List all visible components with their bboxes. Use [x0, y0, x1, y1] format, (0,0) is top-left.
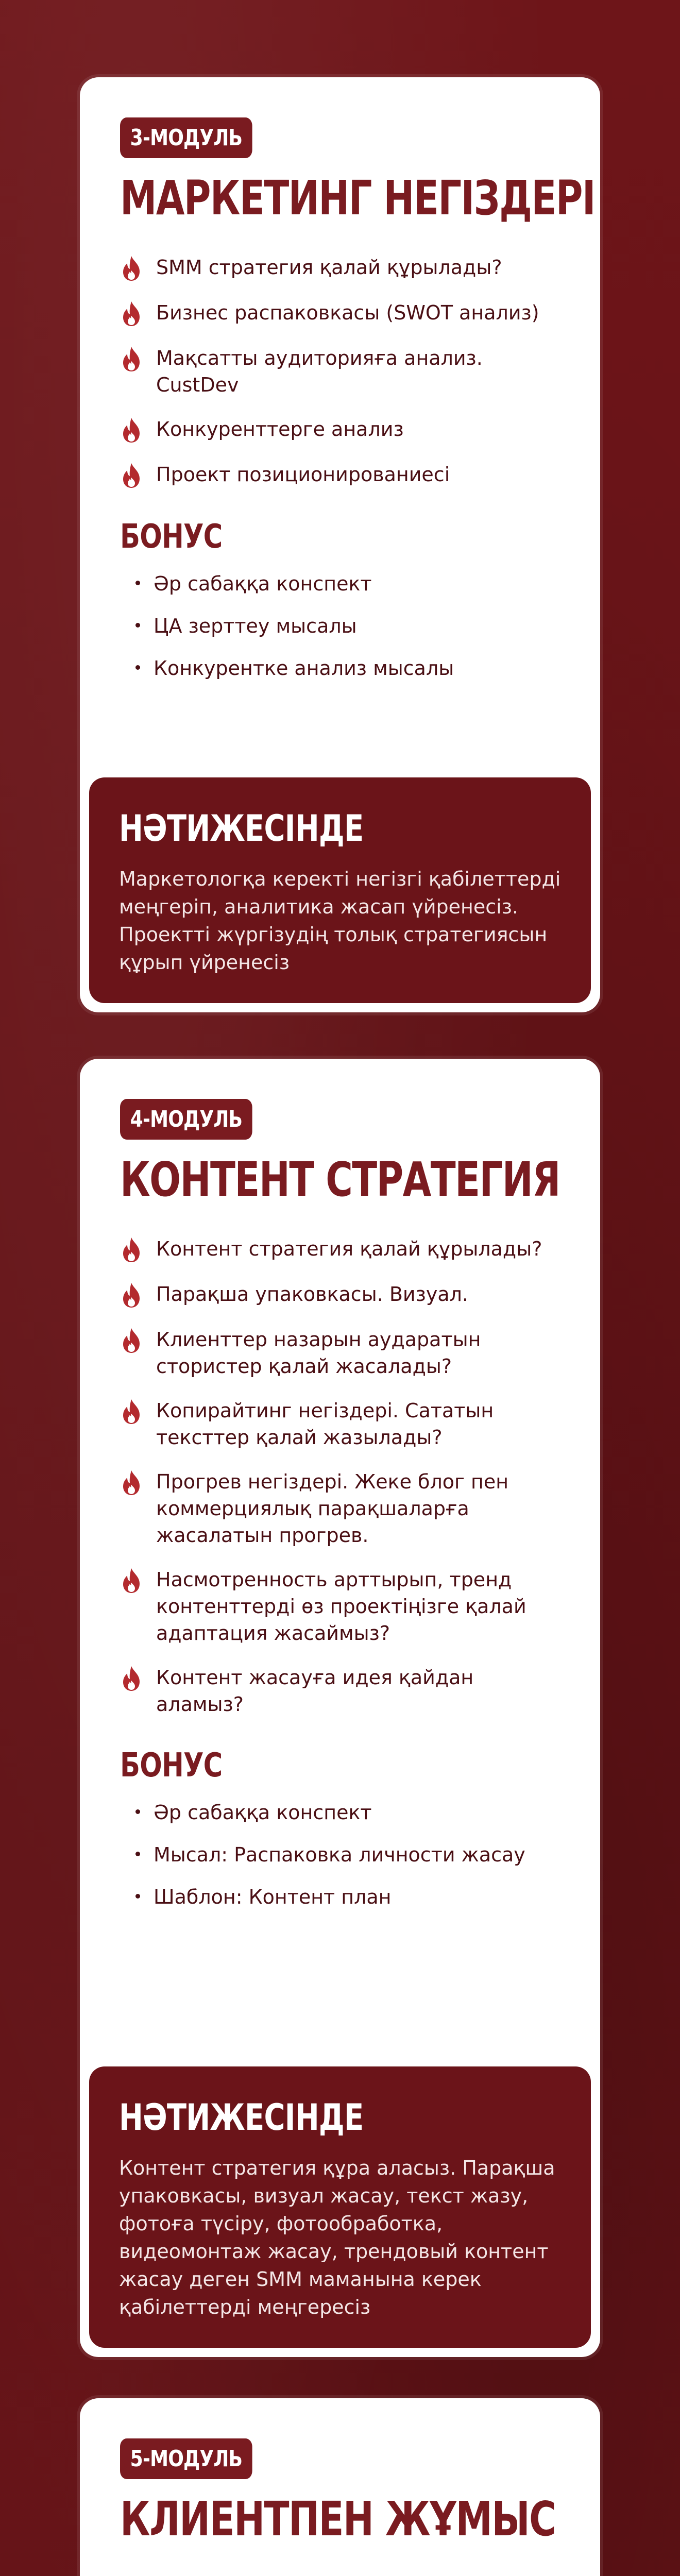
module-badge: 4-МОДУЛЬ — [120, 1099, 252, 1140]
bullet-icon — [135, 1852, 140, 1856]
topic-list — [120, 254, 560, 489]
result-panel — [89, 777, 591, 1003]
topic-text: Бизнес распаковкасы (SWOT анализ) — [156, 301, 539, 324]
list-item — [135, 613, 560, 639]
list-item — [120, 1281, 560, 1309]
fire-icon — [120, 1469, 143, 1496]
bonus-list — [135, 570, 560, 682]
topic-text: Контент жасауға идея қайдан аламыз? — [156, 1666, 474, 1716]
list-item — [135, 570, 560, 597]
list-item — [120, 461, 560, 489]
fire-icon — [120, 346, 143, 372]
module-title: МАРКЕТИНГ НЕГІЗДЕРІ — [120, 171, 596, 226]
bonus-text: Әр сабаққа конспект — [154, 1801, 372, 1824]
list-item — [120, 299, 560, 327]
module-badge: 3-МОДУЛЬ — [120, 117, 252, 158]
bonus-text: ЦА зерттеу мысалы — [154, 615, 357, 637]
bonus-text: Мысал: Распаковка личности жасау — [154, 1843, 525, 1866]
topic-text: Насмотренность арттырып, тренд контенттерді өз проектіңізге қалай адаптация жасаймыз? — [156, 1568, 526, 1645]
list-item — [135, 1841, 560, 1868]
topic-text: Прогрев негіздері. Жеке блог пен коммерциялық парақшаларға жасалатын прогрев. — [156, 1470, 509, 1547]
module-card-3 — [80, 77, 600, 1012]
module-title: КОНТЕНТ СТРАТЕГИЯ — [120, 1152, 560, 1207]
bonus-text: Әр сабаққа конспект — [154, 572, 372, 595]
topic-list — [120, 1235, 560, 1718]
module-card-4 — [80, 1059, 600, 2357]
topic-text: Клиенттер назарын аударатын стористер қалай жасалады? — [156, 1328, 481, 1378]
module-card-5 — [80, 2398, 600, 2576]
bonus-heading: БОНУС — [120, 518, 223, 556]
bullet-icon — [135, 1809, 140, 1814]
bonus-list — [135, 1799, 560, 1910]
fire-icon — [120, 417, 143, 444]
result-panel — [89, 2066, 591, 2348]
topic-text: Конкуренттерге анализ — [156, 418, 404, 440]
fire-icon — [120, 255, 143, 282]
bullet-icon — [135, 623, 140, 628]
fire-icon — [120, 1665, 143, 1692]
list-item — [120, 1397, 560, 1451]
fire-icon — [120, 1398, 143, 1425]
list-item — [135, 1799, 560, 1826]
fire-icon — [120, 462, 143, 489]
bullet-icon — [135, 1894, 140, 1899]
bonus-heading: БОНУС — [120, 1747, 223, 1785]
topic-text: Контент стратегия қалай құрылады? — [156, 1238, 542, 1260]
fire-icon — [120, 1282, 143, 1309]
topic-text: Проект позиционированиесі — [156, 463, 450, 486]
module-badge: 5-МОДУЛЬ — [120, 2438, 252, 2479]
list-item — [120, 1468, 560, 1549]
list-item — [120, 1566, 560, 1647]
topic-text: Парақша упаковкасы. Визуал. — [156, 1283, 468, 1306]
fire-icon — [120, 1327, 143, 1354]
list-item — [120, 345, 560, 398]
list-item — [120, 254, 560, 282]
topic-text: Мақсатты аудиторияға анализ. CustDev — [156, 347, 483, 396]
bullet-icon — [135, 581, 140, 585]
list-item — [135, 1884, 560, 1910]
result-text: Контент стратегия құра аласыз. Парақша упаковкасы, визуал жасау, текст жазу, фотоға түсіру, фотообработка, видеомонтаж жасау, трендовый контент жасау деген SMM маманына керек қабілеттерді меңгересіз — [119, 2157, 555, 2318]
fire-icon — [120, 1236, 143, 1263]
result-text: Маркетологқа керекті негізгі қабілеттерді меңгеріп, аналитика жасап үйренесіз. Проектті жүргізудің толық стратегиясын құрып үйренесіз — [119, 868, 561, 974]
bonus-text: Конкурентке анализ мысалы — [154, 657, 454, 680]
list-item — [120, 416, 560, 444]
list-item — [135, 655, 560, 682]
bullet-icon — [135, 665, 140, 670]
fire-icon — [120, 1567, 143, 1594]
topic-text: Копирайтинг негіздері. Сататын тексттер қалай жазылады? — [156, 1399, 494, 1449]
bonus-text: Шаблон: Контент план — [154, 1886, 392, 1908]
list-item — [120, 1326, 560, 1380]
topic-text: SMM стратегия қалай құрылады? — [156, 256, 502, 279]
module-title: КЛИЕНТПЕН ЖҰМЫС — [120, 2492, 556, 2547]
list-item — [120, 1664, 560, 1718]
fire-icon — [120, 300, 143, 327]
result-heading: НӘТИЖЕСІНДЕ — [119, 807, 364, 850]
result-heading: НӘТИЖЕСІНДЕ — [119, 2096, 364, 2139]
list-item — [120, 1235, 560, 1263]
